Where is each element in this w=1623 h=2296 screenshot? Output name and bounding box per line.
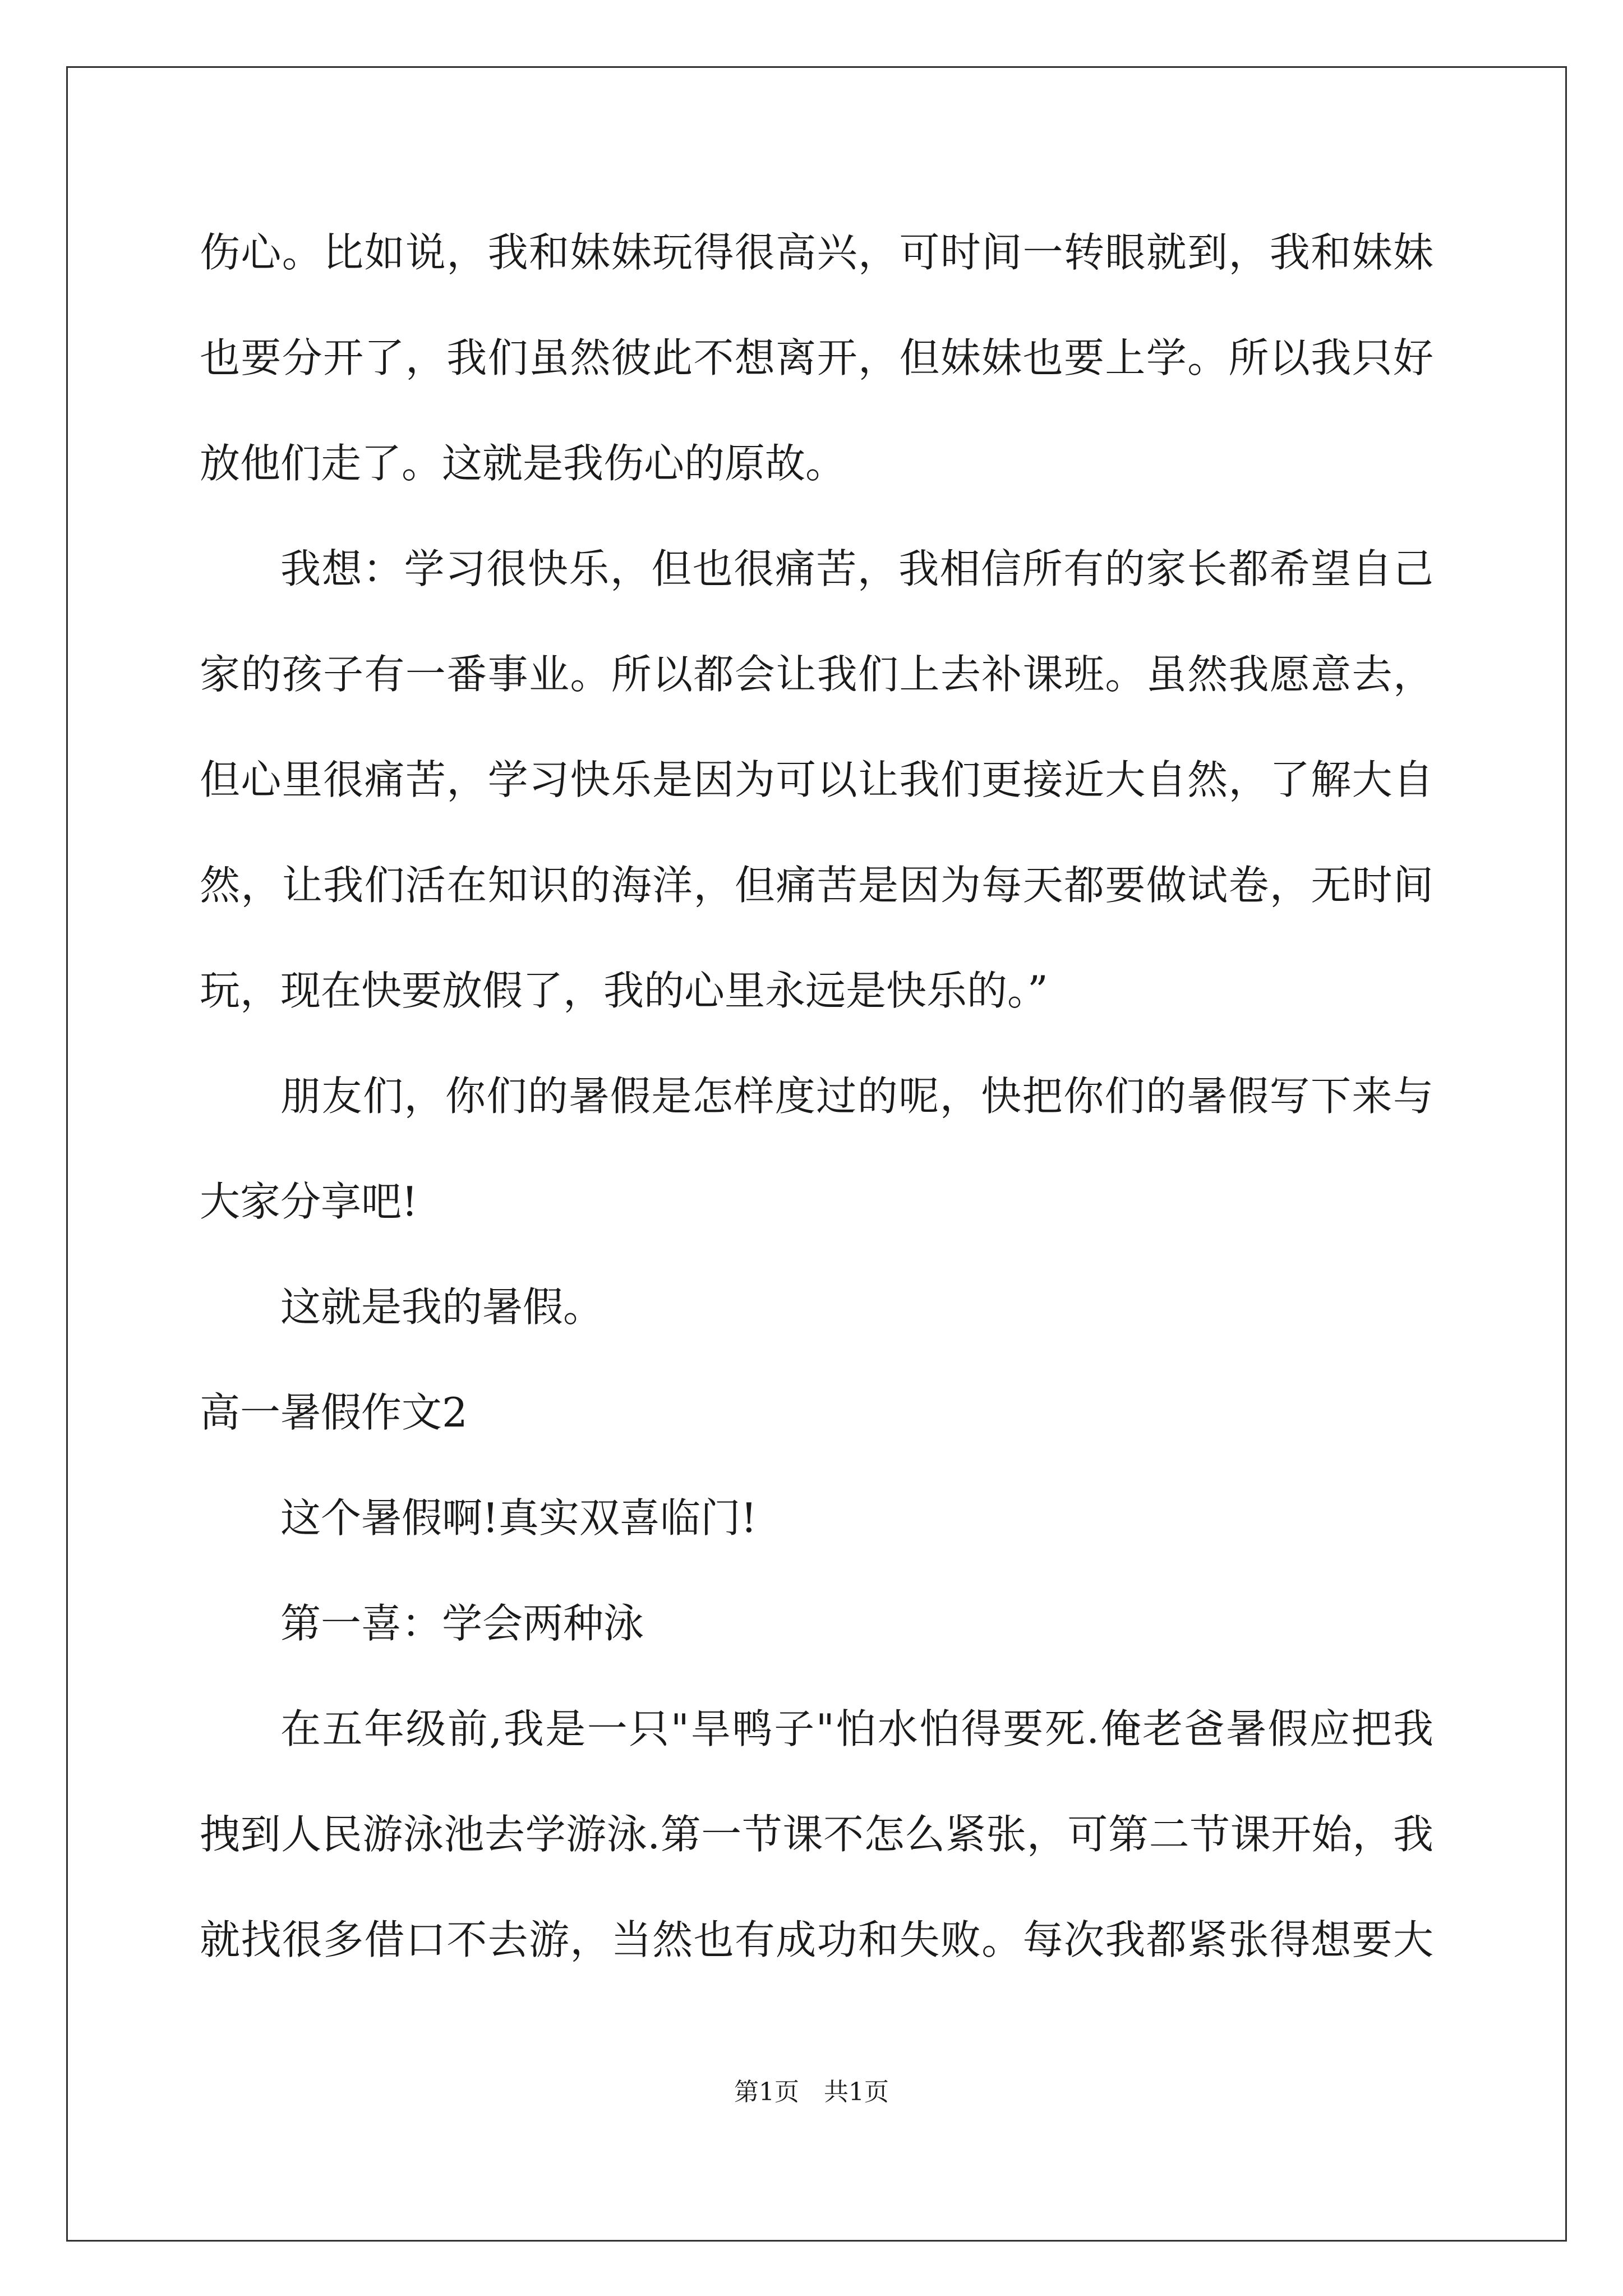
text-line: 我想：学习很快乐，但也很痛苦，我相信所有的家长都希望自己	[280, 545, 1433, 592]
text-line: 然，让我们活在知识的海洋，但痛苦是因为每天都要做试卷，无时间	[200, 862, 1433, 909]
text-line: 也要分开了，我们虽然彼此不想离开，但妹妹也要上学。所以我只好	[200, 334, 1433, 381]
text-line: 就找很多借口不去游，当然也有成功和失败。每次我都紧张得想要大	[200, 1916, 1433, 1963]
page-footer: 第1页 共1页	[734, 2078, 889, 2106]
text-line: 伤心。比如说，我和妹妹玩得很高兴，可时间一转眼就到，我和妹妹	[200, 229, 1433, 276]
text-line: 玩，现在快要放假了，我的心里永远是快乐的。”	[200, 967, 1048, 1014]
text-line: 这就是我的暑假。	[280, 1283, 604, 1331]
text-line: 第一喜：学会两种泳	[280, 1600, 644, 1647]
text-line: 拽到人民游泳池去学游泳.第一节课不怎么紧张，可第二节课开始，我	[200, 1811, 1433, 1858]
text-line: 这个暑假啊!真实双喜临门!	[280, 1494, 757, 1542]
text-line: 在五年级前,我是一只"旱鸭子"怕水怕得要死.俺老爸暑假应把我	[280, 1705, 1433, 1752]
text-line: 朋友们，你们的暑假是怎样度过的呢，快把你们的暑假写下来与	[280, 1073, 1433, 1120]
text-line: 但心里很痛苦，学习快乐是因为可以让我们更接近大自然，了解大自	[200, 756, 1433, 803]
section-heading: 高一暑假作文2	[200, 1389, 468, 1436]
text-line: 家的孩子有一番事业。所以都会让我们上去补课班。虽然我愿意去，	[200, 651, 1433, 698]
text-line: 大家分享吧!	[200, 1178, 418, 1225]
document-body	[200, 210, 1433, 2003]
text-line: 放他们走了。这就是我伤心的原故。	[200, 440, 846, 487]
